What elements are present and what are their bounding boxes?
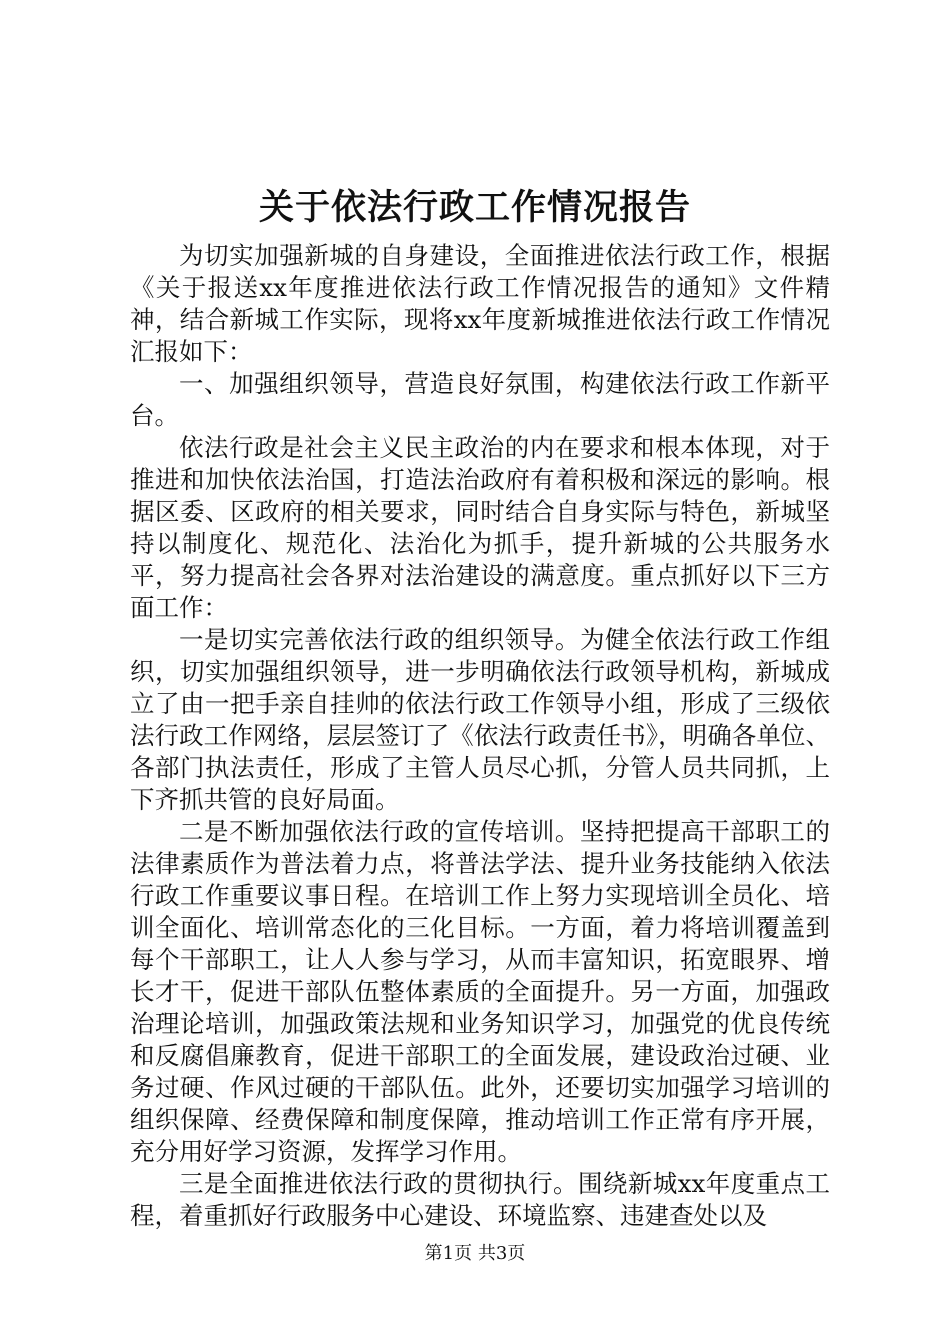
paragraph-point-two: 二是不断加强依法行政的宣传培训。坚持把提高干部职工的法律素质作为普法着力点，将普法学法、提升业务技能纳入依法行政工作重要议事日程。在培训工作上努力实现培训全员化、培训全面化、培训常态化的三化目标。一方面，着力将培训覆盖到每个干部职工，让人人参与学习，从而丰富知识，拓宽眼界、增长才干，促进干部队伍整体素质的全面提升。另一方面，加强政治理论培训，加强政策法规和业务知识学习，加强党的优良传统和反腐倡廉教育，促进干部职工的全面发展，建设政治过硬、业务过硬、作风过硬的干部队伍。此外，还要切实加强学习培训的组织保障、经费保障和制度保障，推动培训工作正常有序开展，充分用好学习资源，发挥学习作用。 (130, 817, 830, 1166)
paragraph-point-one: 一是切实完善依法行政的组织领导。为健全依法行政工作组织，切实加强组织领导，进一步明确依法行政领导机构，新城成立了由一把手亲自挂帅的依法行政工作领导小组，形成了三级依法行政工作网络，层层签订了《依法行政责任书》，明确各单位、各部门执法责任，形成了主管人员尽心抓，分管人员共同抓，上下齐抓共管的良好局面。 (130, 625, 830, 814)
paragraph-intro: 为切实加强新城的自身建设，全面推进依法行政工作，根据《关于报送xx年度推进依法行政工作情况报告的通知》文件精神，结合新城工作实际，现将xx年度新城推进依法行政工作情况汇报如下： (130, 241, 830, 366)
page-number-footer: 第1页 共3页 (424, 1243, 526, 1264)
paragraph-point-three: 三是全面推进依法行政的贯彻执行。围绕新城xx年度重点工程，着重抓好行政服务中心建设、环境监察、违建查处以及 (130, 1169, 830, 1230)
document-title: 关于依法行政工作情况报告 (258, 187, 691, 228)
paragraph-overview: 依法行政是社会主义民主政治的内在要求和根本体现，对于推进和加快依法治国，打造法治政府有着积极和深远的影响。根据区委、区政府的相关要求，同时结合自身实际与特色，新城坚持以制度化、规范化、法治化为抓手，提升新城的公共服务水平，努力提高社会各界对法治建设的满意度。重点抓好以下三方面工作： (130, 433, 830, 622)
document-body (130, 240, 830, 1232)
paragraph-section-heading: 一、加强组织领导，营造良好氛围，构建依法行政工作新平台。 (130, 369, 830, 430)
